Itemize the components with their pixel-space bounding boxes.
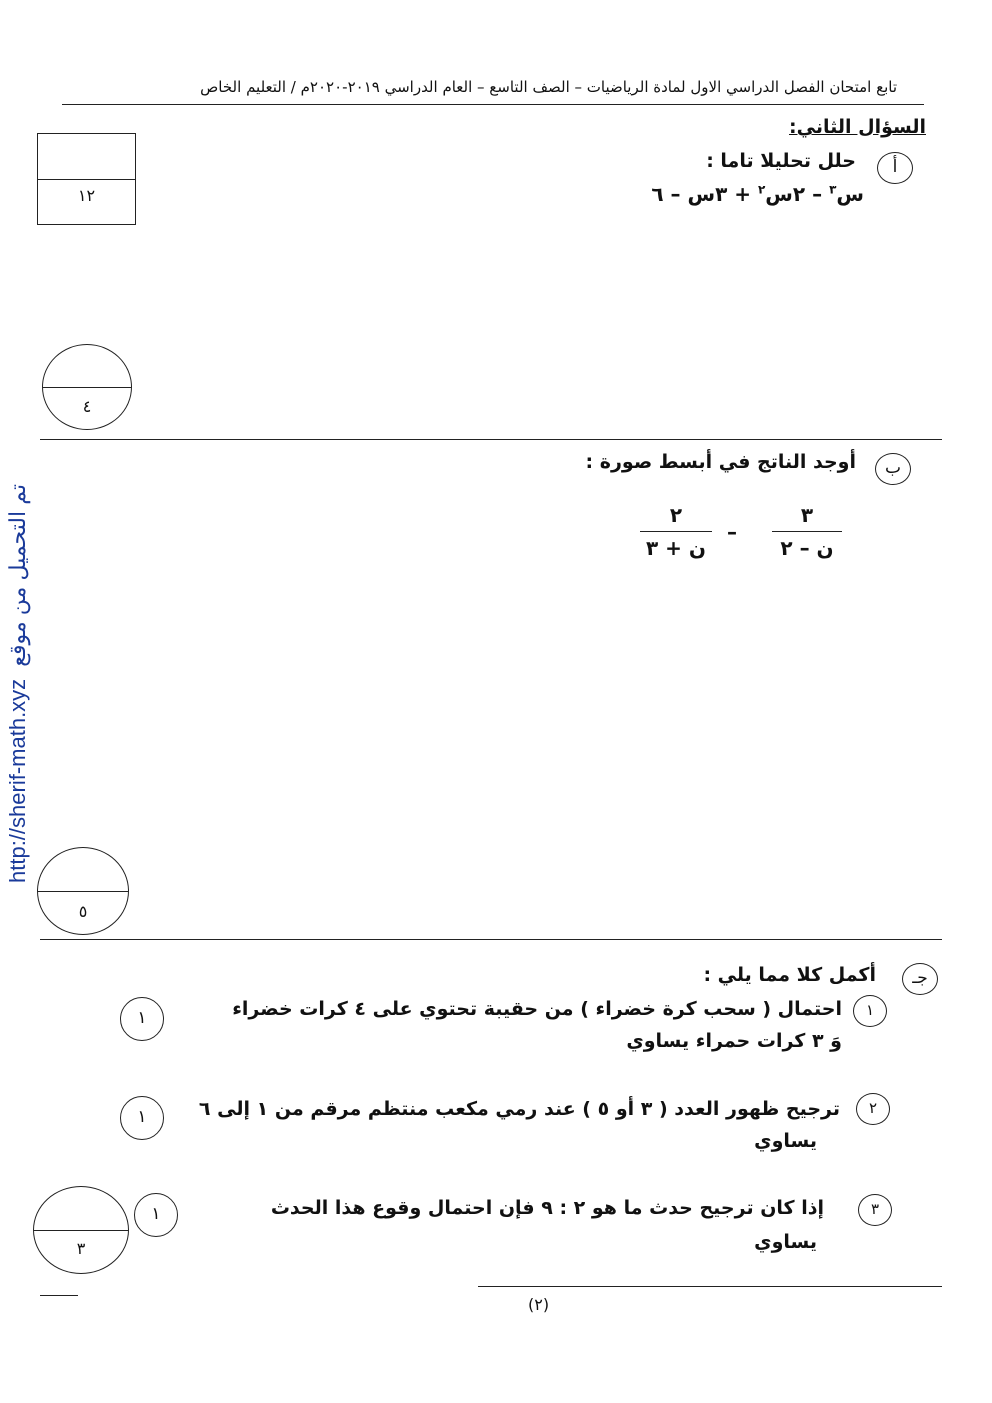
total-score-box <box>37 133 136 225</box>
item-3-mark: ١ <box>134 1193 178 1237</box>
item-2-number: ٢ <box>856 1093 890 1125</box>
expr-rest: + ٣س – ٦ <box>651 182 758 206</box>
circle-divider <box>38 891 128 892</box>
item-1-line-1: احتمال ( سحب كرة خضراء ) من حقيبة تحتوي على ٤ كرات خضراء <box>232 998 842 1020</box>
part-a-score-circle <box>42 344 132 430</box>
expr-term2-base: س <box>765 182 793 206</box>
circle-divider <box>43 387 131 388</box>
exam-header: تابع امتحان الفصل الدراسي الاول لمادة الرياضيات – الصف التاسع – العام الدراسي ٢٠١٩-٢٠٢٠م / التعليم الخاص <box>200 78 897 96</box>
page-number: (٢) <box>528 1295 550 1314</box>
expr-op1: – ٢ <box>792 182 830 206</box>
item-2-line-1: ترجيح ظهور العدد ( ٣ أو ٥ ) عند رمي مكعب منتظم مرقم من ١ إلى ٦ <box>198 1098 840 1120</box>
fraction-2-denominator: ن + ٣ <box>646 536 706 560</box>
part-b-score: ٥ <box>78 902 88 921</box>
fraction-1-numerator: ٣ <box>800 503 814 527</box>
score-box-divider <box>38 179 135 180</box>
item-2-line-2: يساوي <box>754 1130 817 1152</box>
item-1-mark: ١ <box>120 997 164 1041</box>
fraction-1 <box>772 503 842 560</box>
fraction-1-denominator: ن – ٢ <box>780 536 834 560</box>
part-c-instruction: أكمل كلا مما يلي : <box>703 964 876 986</box>
total-score-value: ١٢ <box>77 186 96 205</box>
item-1-line-2: وَ ٣ كرات حمراء يساوي <box>626 1030 842 1052</box>
footer-rule-right <box>478 1286 942 1287</box>
part-a-instruction: حلل تحليلا تاما : <box>706 150 856 172</box>
fraction-2-numerator: ٢ <box>669 503 683 527</box>
watermark-text: تم التحميل من موقع <box>5 484 30 667</box>
part-c-letter: جـ <box>902 963 938 995</box>
circle-divider <box>34 1230 128 1231</box>
section-divider-2 <box>40 939 942 940</box>
expr-term2-exp: ٢ <box>757 182 766 197</box>
item-1-number: ١ <box>853 995 887 1027</box>
question-title: السؤال الثاني: <box>789 116 926 138</box>
part-a-expression <box>651 182 864 206</box>
part-b-letter: ب <box>875 453 911 485</box>
expr-term1-exp: ٣ <box>829 182 837 197</box>
download-watermark <box>5 484 33 883</box>
item-3-line-2: يساوي <box>754 1231 817 1253</box>
part-a-letter: أ <box>877 152 913 184</box>
part-b-instruction: أوجد الناتج في أبسط صورة : <box>585 451 856 473</box>
part-b-score-circle <box>37 847 129 935</box>
item-2-mark: ١ <box>120 1096 164 1140</box>
part-c-score-circle <box>33 1186 129 1274</box>
section-divider-1 <box>40 439 942 440</box>
part-c-score: ٣ <box>76 1239 86 1258</box>
part-a-score: ٤ <box>82 397 92 416</box>
item-3-number: ٣ <box>858 1194 892 1226</box>
fraction-2 <box>640 503 712 560</box>
header-rule <box>62 104 924 105</box>
item-3-line-1: إذا كان ترجيح حدث ما هو ٢ : ٩ فإن احتمال وقوع هذا الحدث <box>270 1197 824 1219</box>
minus-sign: – <box>727 520 737 544</box>
footer-rule-left <box>40 1295 78 1296</box>
expr-term1-base: س <box>836 182 864 206</box>
watermark-url: http://sherif-math.xyz <box>5 678 30 883</box>
